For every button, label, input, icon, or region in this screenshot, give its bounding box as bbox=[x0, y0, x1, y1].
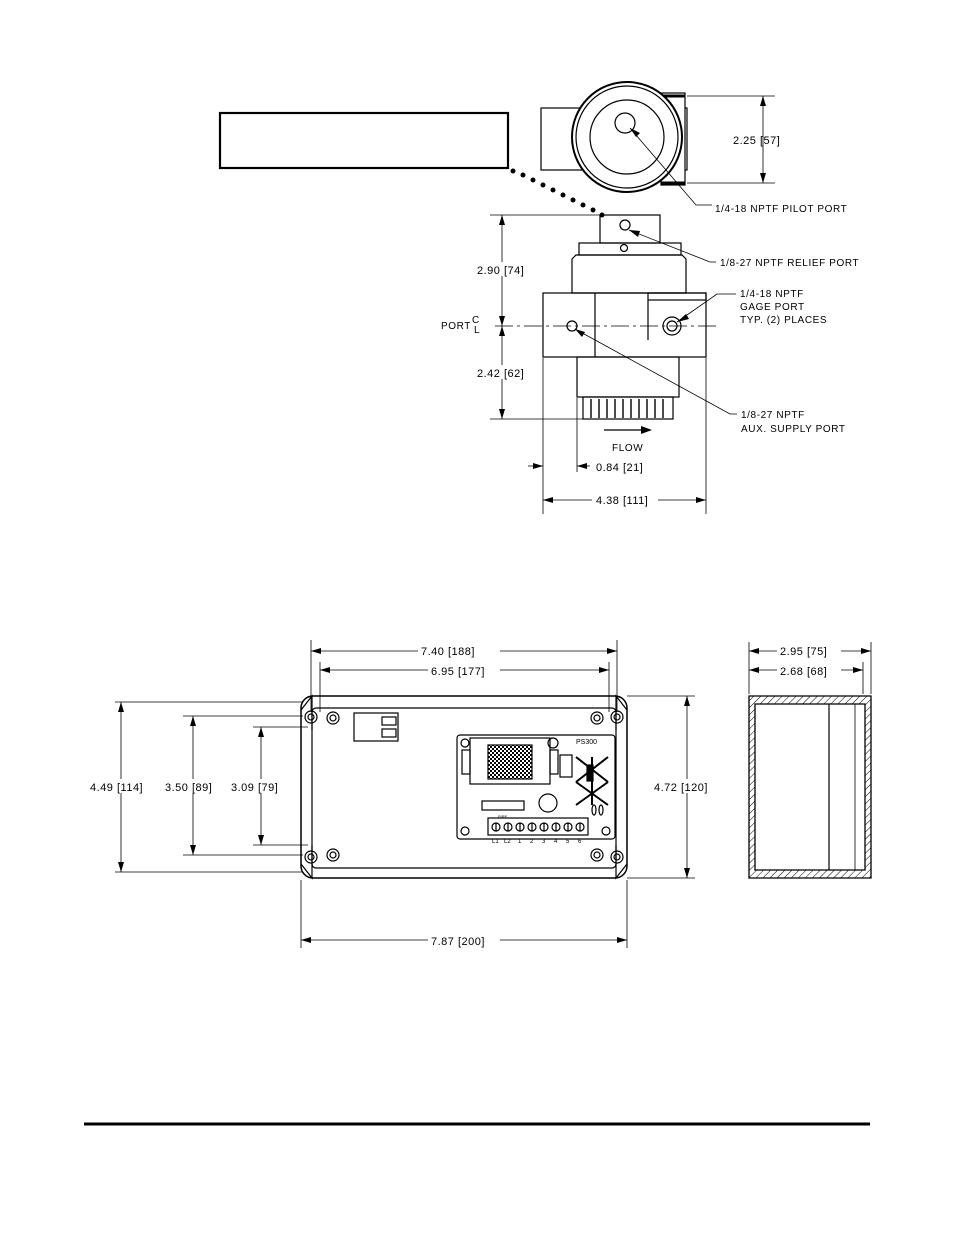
mounting-holes bbox=[305, 711, 623, 863]
dim-width: 4.38 [111] bbox=[596, 495, 649, 507]
svg-text:P/RE: P/RE bbox=[498, 814, 508, 819]
side-section-hatched-wall bbox=[749, 696, 871, 878]
aux-port-line-2: AUX. SUPPLY PORT bbox=[741, 424, 846, 435]
valve-front-view bbox=[441, 215, 859, 514]
dim-base-width: 7.87 [200] bbox=[431, 936, 485, 948]
gage-port-line-3: TYP. (2) PLACES bbox=[740, 315, 828, 326]
top-view-outer-ring bbox=[572, 82, 682, 192]
port-label: PORT bbox=[441, 321, 471, 332]
dim-offset: 0.84 [21] bbox=[596, 462, 644, 474]
board-label: PS300 bbox=[576, 739, 598, 746]
terminal-label-2: 2 bbox=[530, 839, 534, 845]
valve-top-view bbox=[220, 82, 847, 218]
dim-outer-width: 7.40 [188] bbox=[421, 646, 475, 658]
valve-lower-body bbox=[577, 357, 679, 397]
enclosure-outline bbox=[301, 696, 627, 878]
terminal-label-6: 6 bbox=[578, 839, 582, 845]
terminal-label-3: 3 bbox=[542, 839, 546, 845]
terminal-label-5: 5 bbox=[566, 839, 570, 845]
relief-port-label: 1/8-27 NPTF RELIEF PORT bbox=[720, 258, 860, 269]
aux-port-line-1: 1/8-27 NPTF bbox=[741, 410, 805, 421]
dim-height-120: 4.72 [120] bbox=[654, 782, 708, 794]
dim-height-114: 4.49 [114] bbox=[90, 782, 144, 794]
flow-label: FLOW bbox=[612, 443, 644, 454]
terminal-screws bbox=[492, 823, 584, 831]
dim-height-89: 3.50 [89] bbox=[165, 782, 213, 794]
dim-hole-width: 6.95 [177] bbox=[431, 666, 485, 678]
centerline-mark-bottom: L bbox=[474, 325, 481, 336]
terminal-label-4: 4 bbox=[554, 839, 558, 845]
terminal-strip bbox=[488, 818, 588, 835]
centerline-mark-top: C bbox=[472, 315, 480, 326]
valve-bonnet bbox=[572, 255, 686, 293]
terminal-label-l2: L2 bbox=[504, 839, 511, 845]
terminal-label-1: 1 bbox=[518, 839, 522, 845]
gage-port-line-2: GAGE PORT bbox=[740, 302, 805, 313]
pilot-port-label: 1/4-18 NPTF PILOT PORT bbox=[715, 204, 848, 215]
callout-box bbox=[220, 113, 508, 168]
dim-upper: 2.90 [74] bbox=[477, 265, 525, 277]
terminal-label-l1: L1 bbox=[492, 839, 499, 845]
dim-side-outer: 2.95 [75] bbox=[780, 646, 828, 658]
valve-bottom-knurl bbox=[583, 397, 673, 419]
dim-height-top-view: 2.25 [57] bbox=[733, 135, 781, 147]
dim-height-79: 3.09 [79] bbox=[231, 782, 279, 794]
enclosure-side-section bbox=[749, 642, 871, 878]
enclosure-front-view bbox=[88, 640, 722, 948]
dim-side-inner: 2.68 [68] bbox=[780, 666, 828, 678]
dim-lower: 2.42 [62] bbox=[477, 368, 525, 380]
gage-port-line-1: 1/4-18 NPTF bbox=[740, 289, 804, 300]
